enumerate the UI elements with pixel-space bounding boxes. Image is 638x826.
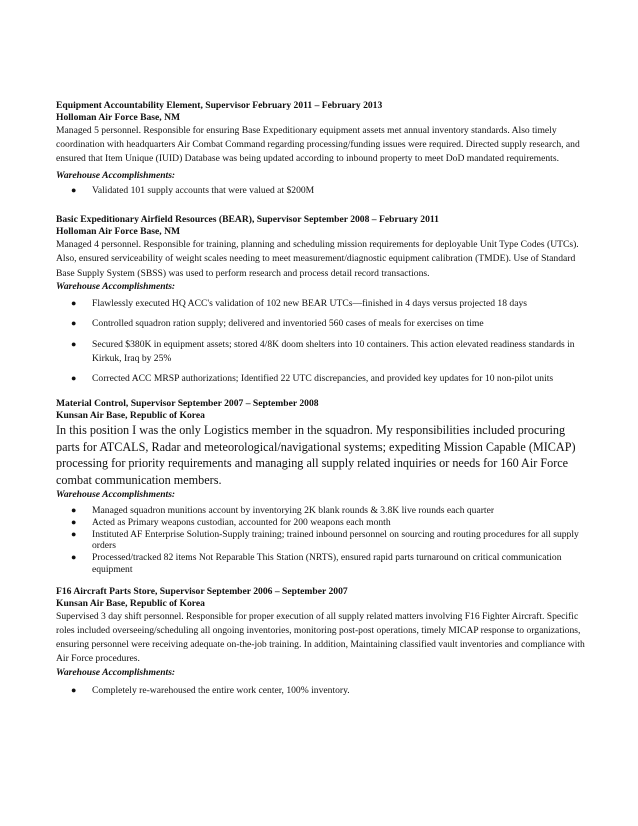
list-item: ● Processed/tracked 82 items Not Reparable This Station (NRTS), ensured rapid parts turnaround on critical communication equipment	[71, 552, 562, 575]
job-title: Basic Expeditionary Airfield Resources (BEAR), Supervisor September 2008 – February 2011	[56, 214, 439, 226]
bullet-icon: ●	[71, 516, 77, 527]
job-title: Material Control, Supervisor September 2007 – September 2008	[56, 397, 319, 409]
accomplishments-list	[56, 684, 586, 698]
bullet-icon: ●	[71, 184, 77, 195]
list-item: ● Corrected ACC MRSP authorizations; Identified 22 UTC discrepancies, and provided key updates for 10 non-pilot units	[71, 373, 554, 385]
bullet-icon: ●	[71, 684, 77, 695]
job-section	[56, 214, 586, 386]
job-section	[56, 398, 586, 576]
job-location: Holloman Air Force Base, NM	[56, 226, 181, 238]
job-title: Equipment Accountability Element, Supervisor February 2011 – February 2013	[56, 100, 383, 111]
accomplishments-list	[56, 184, 586, 198]
job-description: Managed 4 personnel. Responsible for training, planning and scheduling mission requirements for deployable Unit Type Codes (UTCs). Also, ensured serviceability of weight scales needing to meet measurement/diagnostic equipment calibration (TMDE). Use of Standard Base Supply System (SBSS) was used to perform research and process detail record transactions.	[56, 239, 579, 279]
list-item: ● Acted as Primary weapons custodian, accounted for 200 weapons each month	[71, 516, 391, 528]
job-location: Holloman Air Force Base, NM	[56, 112, 181, 123]
list-item: ● Instituted AF Enterprise Solution-Supply training; trained inbound personnel on sourcing and routing procedures for all supply orders	[71, 528, 579, 552]
list-item: ● Managed squadron munitions account by inventorying 2K blank rounds & 3.8K live rounds each quarter	[71, 504, 495, 516]
job-section	[56, 586, 586, 697]
bullet-icon: ●	[71, 528, 77, 539]
job-section	[56, 100, 586, 197]
accomplishments-list	[56, 505, 586, 576]
job-description: Managed 5 personnel. Responsible for ensuring Base Expeditionary equipment assets met annual inventory standards. Also timely coordination with headquarters Air Combat Command regarding processing/funding issues were required. Directed supply research, and ensured that Item Unique (IUID) Database was being updated according to inbound property to meet DoD mandated requirements.	[56, 125, 580, 165]
job-description: Supervised 3 day shift personnel. Responsible for proper execution of all supply related matters involving F16 Fighter Aircraft. Specific roles included overseeing/scheduling all ongoing inventories, monitoring post-post operations, timely MICAP response to organizations, ensuring personnel were receiving adequate on-the-job training. In addition, Maintaining classified vault inventories and compliance with Air Force procedures.	[56, 610, 585, 665]
resume-page	[56, 100, 586, 697]
job-title: F16 Aircraft Parts Store, Supervisor September 2006 – September 2007	[56, 585, 348, 597]
list-item: ● Secured $380K in equipment assets; stored 4/8K doom shelters into 10 containers. This action elevated readiness standards in Kirkuk, Iraq by 25%	[71, 339, 575, 364]
accomplishments-heading: Warehouse Accomplishments:	[56, 280, 176, 292]
bullet-icon: ●	[71, 504, 77, 515]
list-item: ● Flawlessly executed HQ ACC's validation of 102 new BEAR UTCs—finished in 4 days versus projected 18 days	[71, 297, 527, 309]
bullet-icon: ●	[71, 373, 77, 384]
bullet-icon: ●	[71, 297, 77, 308]
list-item: ● Controlled squadron ration supply; delivered and inventoried 560 cases of meals for exercises on time	[71, 318, 484, 330]
accomplishments-heading: Warehouse Accomplishments:	[56, 488, 176, 500]
accomplishments-list	[56, 297, 586, 386]
job-description: In this position I was the only Logistics member in the squadron. My responsibilities included procuring parts for ATCALS, Radar and meteorological/navigational systems; expediting Mission Capable (MICAP) processing for priority requirements and managing all supply related inquiries or needs for 160 Air Force combat communication members.	[56, 422, 576, 488]
accomplishments-heading: Warehouse Accomplishments:	[56, 666, 176, 678]
job-location: Kunsan Air Base, Republic of Korea	[56, 597, 205, 609]
list-item: ● Completely re-warehoused the entire work center, 100% inventory.	[71, 684, 350, 696]
list-item: ● Validated 101 supply accounts that were valued at $200M	[71, 184, 315, 196]
bullet-icon: ●	[71, 318, 77, 329]
bullet-icon: ●	[71, 339, 77, 349]
accomplishments-heading: Warehouse Accomplishments:	[56, 169, 176, 181]
job-location: Kunsan Air Base, Republic of Korea	[56, 409, 205, 421]
bullet-icon: ●	[71, 552, 77, 563]
